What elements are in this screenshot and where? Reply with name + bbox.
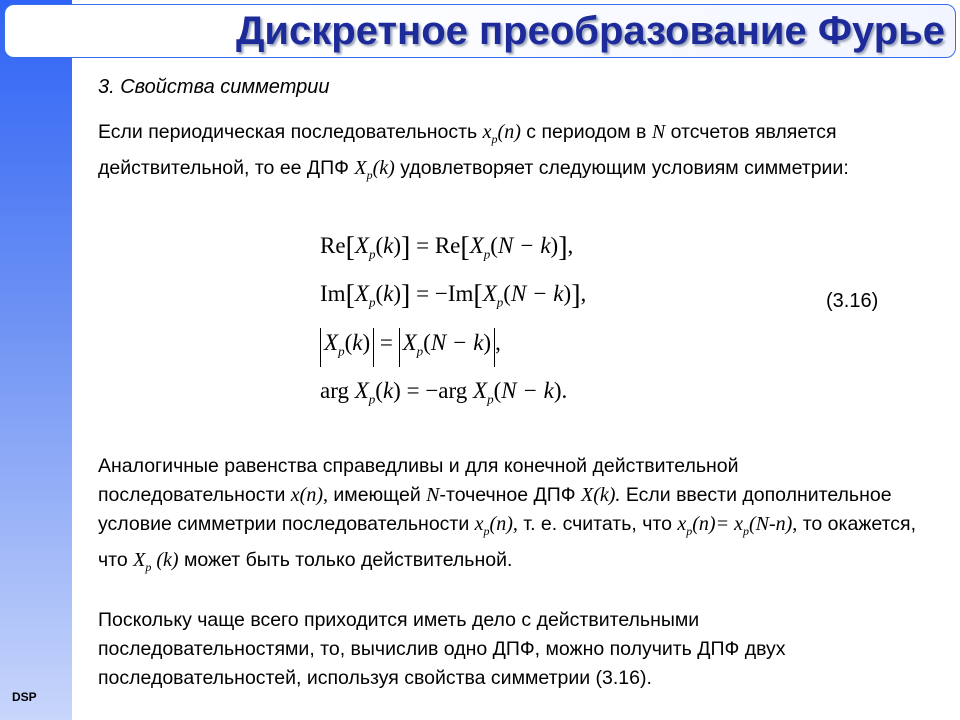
p1-X: $X_p(k)$ bbox=[354, 157, 395, 182]
p2-xn: x(n), bbox=[290, 484, 328, 506]
p1-x: $x_p(n)$ bbox=[482, 121, 521, 146]
equation-abs: $X_p(k) = X_p(N - k)$ , bbox=[320, 328, 501, 367]
p2-N: N bbox=[426, 484, 440, 506]
p2-symmetry-condition: $x_p(n)= x_p(N-n)$, bbox=[677, 513, 798, 538]
equation-im: $Im[X_p(k)] = -Im[X_p(N - k)]$, bbox=[320, 280, 587, 311]
p2-xp: $x_p(n)$, bbox=[474, 513, 518, 538]
content bbox=[98, 72, 918, 99]
p1-text-3: отсчетов является действительной, то ее ДПФ bbox=[98, 121, 837, 179]
paragraph-intro bbox=[98, 118, 918, 190]
p1-text-2: с периодом в bbox=[520, 121, 652, 143]
title-box bbox=[4, 4, 956, 58]
page-title: Дискретное преобразование Фурье bbox=[235, 9, 945, 53]
p1-text-1: Если периодическая последовательность bbox=[98, 121, 483, 143]
paragraph-conclusion: Поскольку чаще всего приходится иметь дело с действительными последовательностями, то, вычислив одно ДПФ, можно получить ДПФ двух последовательностей, используя свойства симметрии (3.16). bbox=[98, 609, 786, 689]
sidebar bbox=[0, 0, 72, 720]
section-title: 3. Свойства симметрии bbox=[98, 76, 330, 98]
paragraph-finite: Аналогичные равенства справедливы и для конечной действительной последовательности x(n), имеющей N-точечное ДПФ X(k). Если ввести дополнительное условие симметрии последовательности $x_p(n)$, т. е. считать, что $x_p(n)= x_p(N-n)$, то окажется, что $X_p$ (k) может быть только действительной. bbox=[98, 455, 917, 574]
equation-re: $Re[X_p(k)] = Re[X_p(N - k)]$, bbox=[320, 232, 574, 263]
p1-text-4: удовлетворяет следующим условиям симметрии: bbox=[394, 157, 849, 179]
dsp-label: DSP bbox=[12, 690, 37, 704]
equation-number: (3.16) bbox=[826, 290, 879, 312]
equation-arg: arg $X_p(k) = -arg$ $X_p(N - k)$. bbox=[320, 378, 568, 407]
p2-Xk: X(k). bbox=[581, 484, 621, 506]
p2-Xp: $X_p$ (k) bbox=[133, 549, 179, 574]
p1-N: N bbox=[651, 121, 666, 143]
